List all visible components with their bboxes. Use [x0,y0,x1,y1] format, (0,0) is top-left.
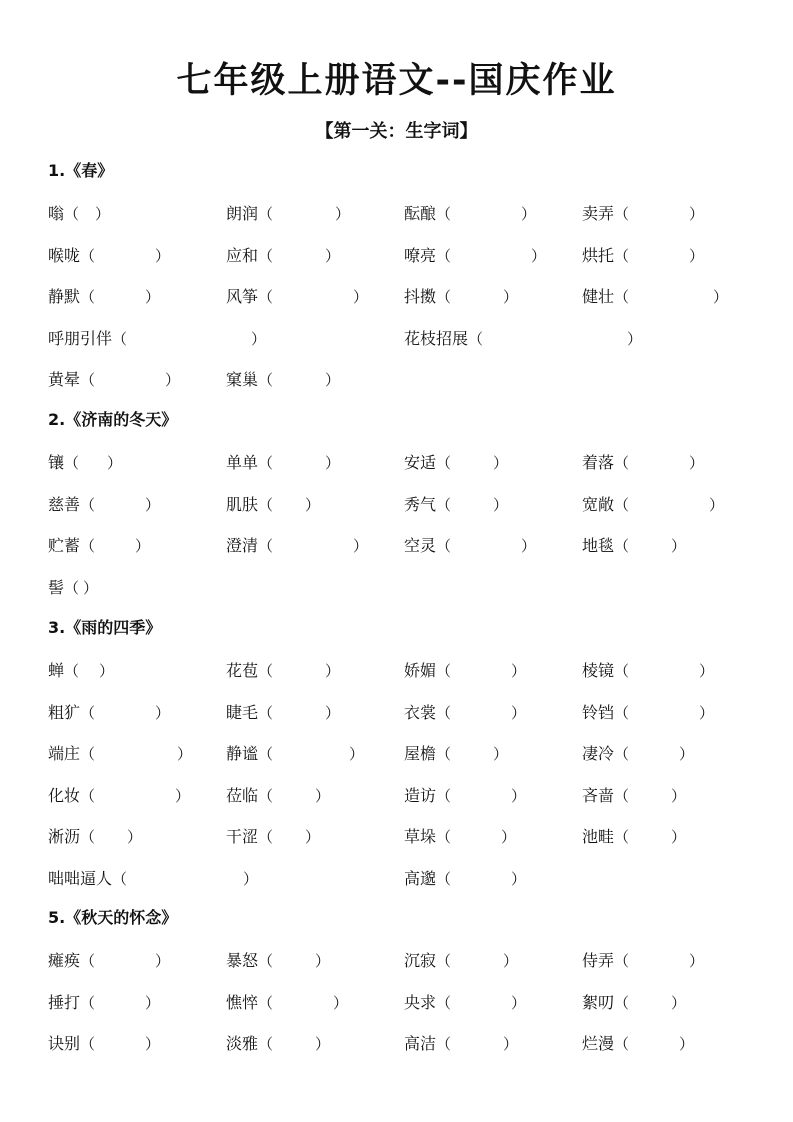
vocab-item [582,659,714,683]
vocab-word: 淡雅 [226,1034,259,1054]
pinyin-blank: （ ） [258,1035,331,1054]
pinyin-blank: （ ） [80,703,171,722]
pinyin-blank: （ ） [64,662,115,680]
vocab-item [48,742,192,766]
vocab-word: 镶 [48,453,65,472]
vocab-word: 抖擞 [404,287,437,307]
vocab-section [48,160,768,410]
vocab-item [48,285,160,309]
vocab-word: 絮叨 [582,992,615,1012]
vocab-word: 静默 [48,287,81,307]
vocab-word: 健壮 [582,287,615,307]
vocab-item [404,327,642,351]
vocab-word: 应和 [226,245,259,265]
vocab-item [226,451,340,475]
vocab-item [226,368,340,392]
vocab-word: 央求 [404,992,437,1012]
vocab-word: 澄清 [226,536,259,556]
vocab-item [582,949,704,973]
vocab-word: 呼朋引伴 [48,328,113,348]
pinyin-blank: （ ） [614,246,705,265]
section-title: 2.《济南的冬天》 [48,410,178,429]
vocab-word: 高洁 [404,1034,437,1054]
vocab-word: 花枝招展 [404,328,469,348]
vocab-item [48,493,160,517]
vocab-row [48,949,768,973]
vocab-item [48,1032,160,1056]
vocab-row [48,659,768,683]
pinyin-blank: （ ） [614,1035,695,1054]
pinyin-blank: （ ） [614,662,715,680]
vocab-word: 端庄 [48,744,81,764]
vocab-word: 屋檐 [404,744,437,764]
pinyin-blank: （ ） [614,703,715,722]
vocab-item [582,202,704,226]
vocab-word: 粗犷 [48,702,81,722]
vocab-item [582,244,704,268]
vocab-item [226,742,364,766]
pinyin-blank: （ ） [614,745,695,764]
vocab-word: 烘托 [582,245,615,265]
vocab-item [226,285,368,309]
pinyin-blank: （ ） [436,828,517,847]
pinyin-blank: （ ） [80,1035,161,1054]
vocab-word: 池畦 [582,827,615,847]
pinyin-blank: （ ） [258,952,331,970]
pinyin-blank: （ ） [436,1035,519,1054]
vocab-item [226,534,368,558]
vocab-word: 宽敞 [582,494,615,514]
pinyin-blank: （ ） [436,662,527,680]
vocab-word: 捶打 [48,992,81,1012]
pinyin-blank: （ ） [258,703,341,722]
vocab-row [48,202,768,226]
pinyin-blank: （ ） [436,703,527,722]
vocab-item [48,701,170,725]
vocab-word: 衣裳 [404,702,437,722]
vocab-row [48,368,768,392]
pinyin-blank: （ ） [436,454,509,472]
pinyin-blank: （ ） [436,952,519,970]
vocab-word: 憔悴 [226,992,259,1012]
vocab-item [582,451,704,475]
vocab-word: 卖弄 [582,204,615,223]
vocab-word: 静谧 [226,744,259,764]
pinyin-blank: （ ） [436,246,547,265]
vocab-item [226,701,340,725]
pinyin-blank: （ ） [436,993,527,1012]
pinyin-blank: （ ） [614,495,725,514]
vocab-word: 黄晕 [48,370,81,390]
pinyin-blank: （ ） [80,495,161,514]
vocab-word: 诀别 [48,1034,81,1054]
vocab-item [48,576,98,600]
page-subtitle: 【第一关：生字词】 [315,121,478,142]
pinyin-blank: （ ） [614,828,687,847]
pinyin-blank: （ ） [614,537,687,556]
pinyin-blank: （ ） [258,786,331,805]
vocab-item [404,1032,518,1056]
vocab-item [48,368,180,392]
pinyin-blank: （ ） [80,993,161,1012]
pinyin-blank: （ ） [258,454,341,472]
vocab-word: 贮蓄 [48,536,81,556]
vocab-word: 淅沥 [48,827,81,847]
vocab-word: 地毯 [582,536,615,556]
vocab-item [226,949,330,973]
pinyin-blank: （ ） [614,786,687,805]
pinyin-blank: （ ） [258,205,351,223]
vocab-item [582,991,686,1015]
vocab-item [226,244,340,268]
pinyin-blank: （ ） [80,288,161,307]
vocab-item [404,949,518,973]
vocab-item [226,493,320,517]
vocab-item [226,1032,330,1056]
vocab-word: 棱镜 [582,661,615,680]
section-title: 1.《春》 [48,161,114,180]
pinyin-blank: （ ） [258,745,365,764]
vocab-word: 铃铛 [582,702,615,722]
vocab-item [226,784,330,808]
vocab-item [404,991,526,1015]
pinyin-blank: （ ） [80,745,193,764]
vocab-item [404,202,536,226]
vocab-word: 造访 [404,785,437,805]
pinyin-blank: （ ） [258,495,321,514]
vocab-item [404,244,546,268]
pinyin-blank: （ ） [64,578,99,597]
vocab-section [48,409,768,617]
vocab-item [582,1032,694,1056]
page-title: 七年级上册语文--国庆作业 [176,61,617,101]
vocab-word: 单单 [226,453,259,472]
pinyin-blank: （ ） [436,786,527,805]
vocab-item [582,742,694,766]
vocab-item [226,991,348,1015]
pinyin-blank: （ ） [80,537,151,556]
vocab-word: 咄咄逼人 [48,869,113,888]
vocab-word: 秀气 [404,494,437,514]
pinyin-blank: （ ） [468,329,643,348]
vocab-item [404,742,508,766]
vocab-word: 空灵 [404,536,437,556]
vocab-row [48,576,768,600]
pinyin-blank: （ ） [614,454,705,472]
vocab-item [48,244,170,268]
vocab-row [48,451,768,475]
vocab-word: 凄冷 [582,744,615,764]
vocab-word: 花苞 [226,661,259,680]
vocab-word: 烂漫 [582,1034,615,1054]
vocab-section [48,617,768,909]
section-title: 5.《秋天的怀念》 [48,908,178,927]
pinyin-blank: （ ） [614,205,705,223]
vocab-item [404,825,516,849]
vocab-item [582,784,686,808]
pinyin-blank: （ ） [258,288,369,307]
vocab-word: 风筝 [226,287,259,307]
pinyin-blank: （ ） [436,495,509,514]
pinyin-blank: （ ） [436,205,537,223]
pinyin-blank: （ ） [614,993,687,1012]
pinyin-blank: （ ） [436,870,527,888]
vocab-row [48,244,768,268]
pinyin-blank: （ ） [258,246,341,265]
pinyin-blank: （ ） [112,870,259,888]
vocab-item [404,659,526,683]
vocab-row [48,327,768,351]
vocab-item [404,493,508,517]
vocab-row [48,701,768,725]
pinyin-blank: （ ） [614,288,729,307]
pinyin-blank: （ ） [258,537,369,556]
vocab-row [48,991,768,1015]
pinyin-blank: （ ） [436,537,537,556]
vocab-word: 酝酿 [404,204,437,223]
vocab-item [48,327,266,351]
pinyin-blank: （ ） [258,662,341,680]
vocab-word: 着落 [582,453,615,472]
vocab-row [48,825,768,849]
pinyin-blank: （ ） [436,745,509,764]
pinyin-blank: （ ） [80,371,181,390]
vocab-item [404,534,536,558]
vocab-item [582,534,686,558]
vocab-word: 草垛 [404,827,437,847]
vocab-word: 肌肤 [226,494,259,514]
pinyin-blank: （ ） [258,371,341,390]
vocab-item [48,949,170,973]
pinyin-blank: （ ） [614,952,705,970]
vocab-item [404,451,508,475]
vocab-word: 瘫痪 [48,951,81,970]
vocab-word: 化妆 [48,785,81,805]
vocab-word: 蝉 [48,661,65,680]
vocab-item [48,784,190,808]
pinyin-blank: （ ） [436,288,519,307]
section-title: 3.《雨的四季》 [48,618,162,637]
vocab-word: 慈善 [48,494,81,514]
pinyin-blank: （ ） [80,246,171,265]
vocab-row [48,534,768,558]
vocab-section [48,907,768,1074]
vocab-row [48,742,768,766]
vocab-row [48,784,768,808]
vocab-item [226,659,340,683]
vocab-word: 干涩 [226,827,259,847]
vocab-item [404,701,526,725]
vocab-item [48,659,114,683]
vocab-word: 喉咙 [48,245,81,265]
vocab-item [48,867,258,891]
vocab-word: 高邈 [404,869,437,888]
vocab-item [48,451,122,475]
vocab-item [582,825,686,849]
vocab-item [48,202,110,226]
vocab-item [404,285,518,309]
vocab-row [48,493,768,517]
vocab-word: 朗润 [226,204,259,223]
pinyin-blank: （ ） [80,828,143,847]
vocab-item [226,825,320,849]
vocab-word: 髻 [48,577,65,597]
vocab-row [48,867,768,891]
pinyin-blank: （ ） [112,329,267,348]
pinyin-blank: （ ） [64,454,123,472]
vocab-item [226,202,350,226]
vocab-word: 莅临 [226,785,259,805]
vocab-item [404,867,526,891]
pinyin-blank: （ ） [80,786,191,805]
vocab-word: 嘹亮 [404,245,437,265]
vocab-item [48,825,142,849]
vocab-row [48,285,768,309]
vocab-word: 嗡 [48,204,65,223]
vocab-item [582,701,714,725]
vocab-word: 窠巢 [226,370,259,390]
vocab-item [582,493,724,517]
pinyin-blank: （ ） [258,993,349,1012]
vocab-word: 侍弄 [582,951,615,970]
pinyin-blank: （ ） [258,828,321,847]
vocab-word: 暴怒 [226,951,259,970]
vocab-item [48,534,150,558]
vocab-word: 娇媚 [404,661,437,680]
vocab-item [404,784,526,808]
pinyin-blank: （ ） [80,952,171,970]
pinyin-blank: （ ） [64,205,111,223]
vocab-row [48,1032,768,1056]
vocab-item [48,991,160,1015]
vocab-word: 安适 [404,453,437,472]
vocab-word: 沉寂 [404,951,437,970]
vocab-item [582,285,728,309]
vocab-word: 吝啬 [582,785,615,805]
vocab-word: 睫毛 [226,702,259,722]
